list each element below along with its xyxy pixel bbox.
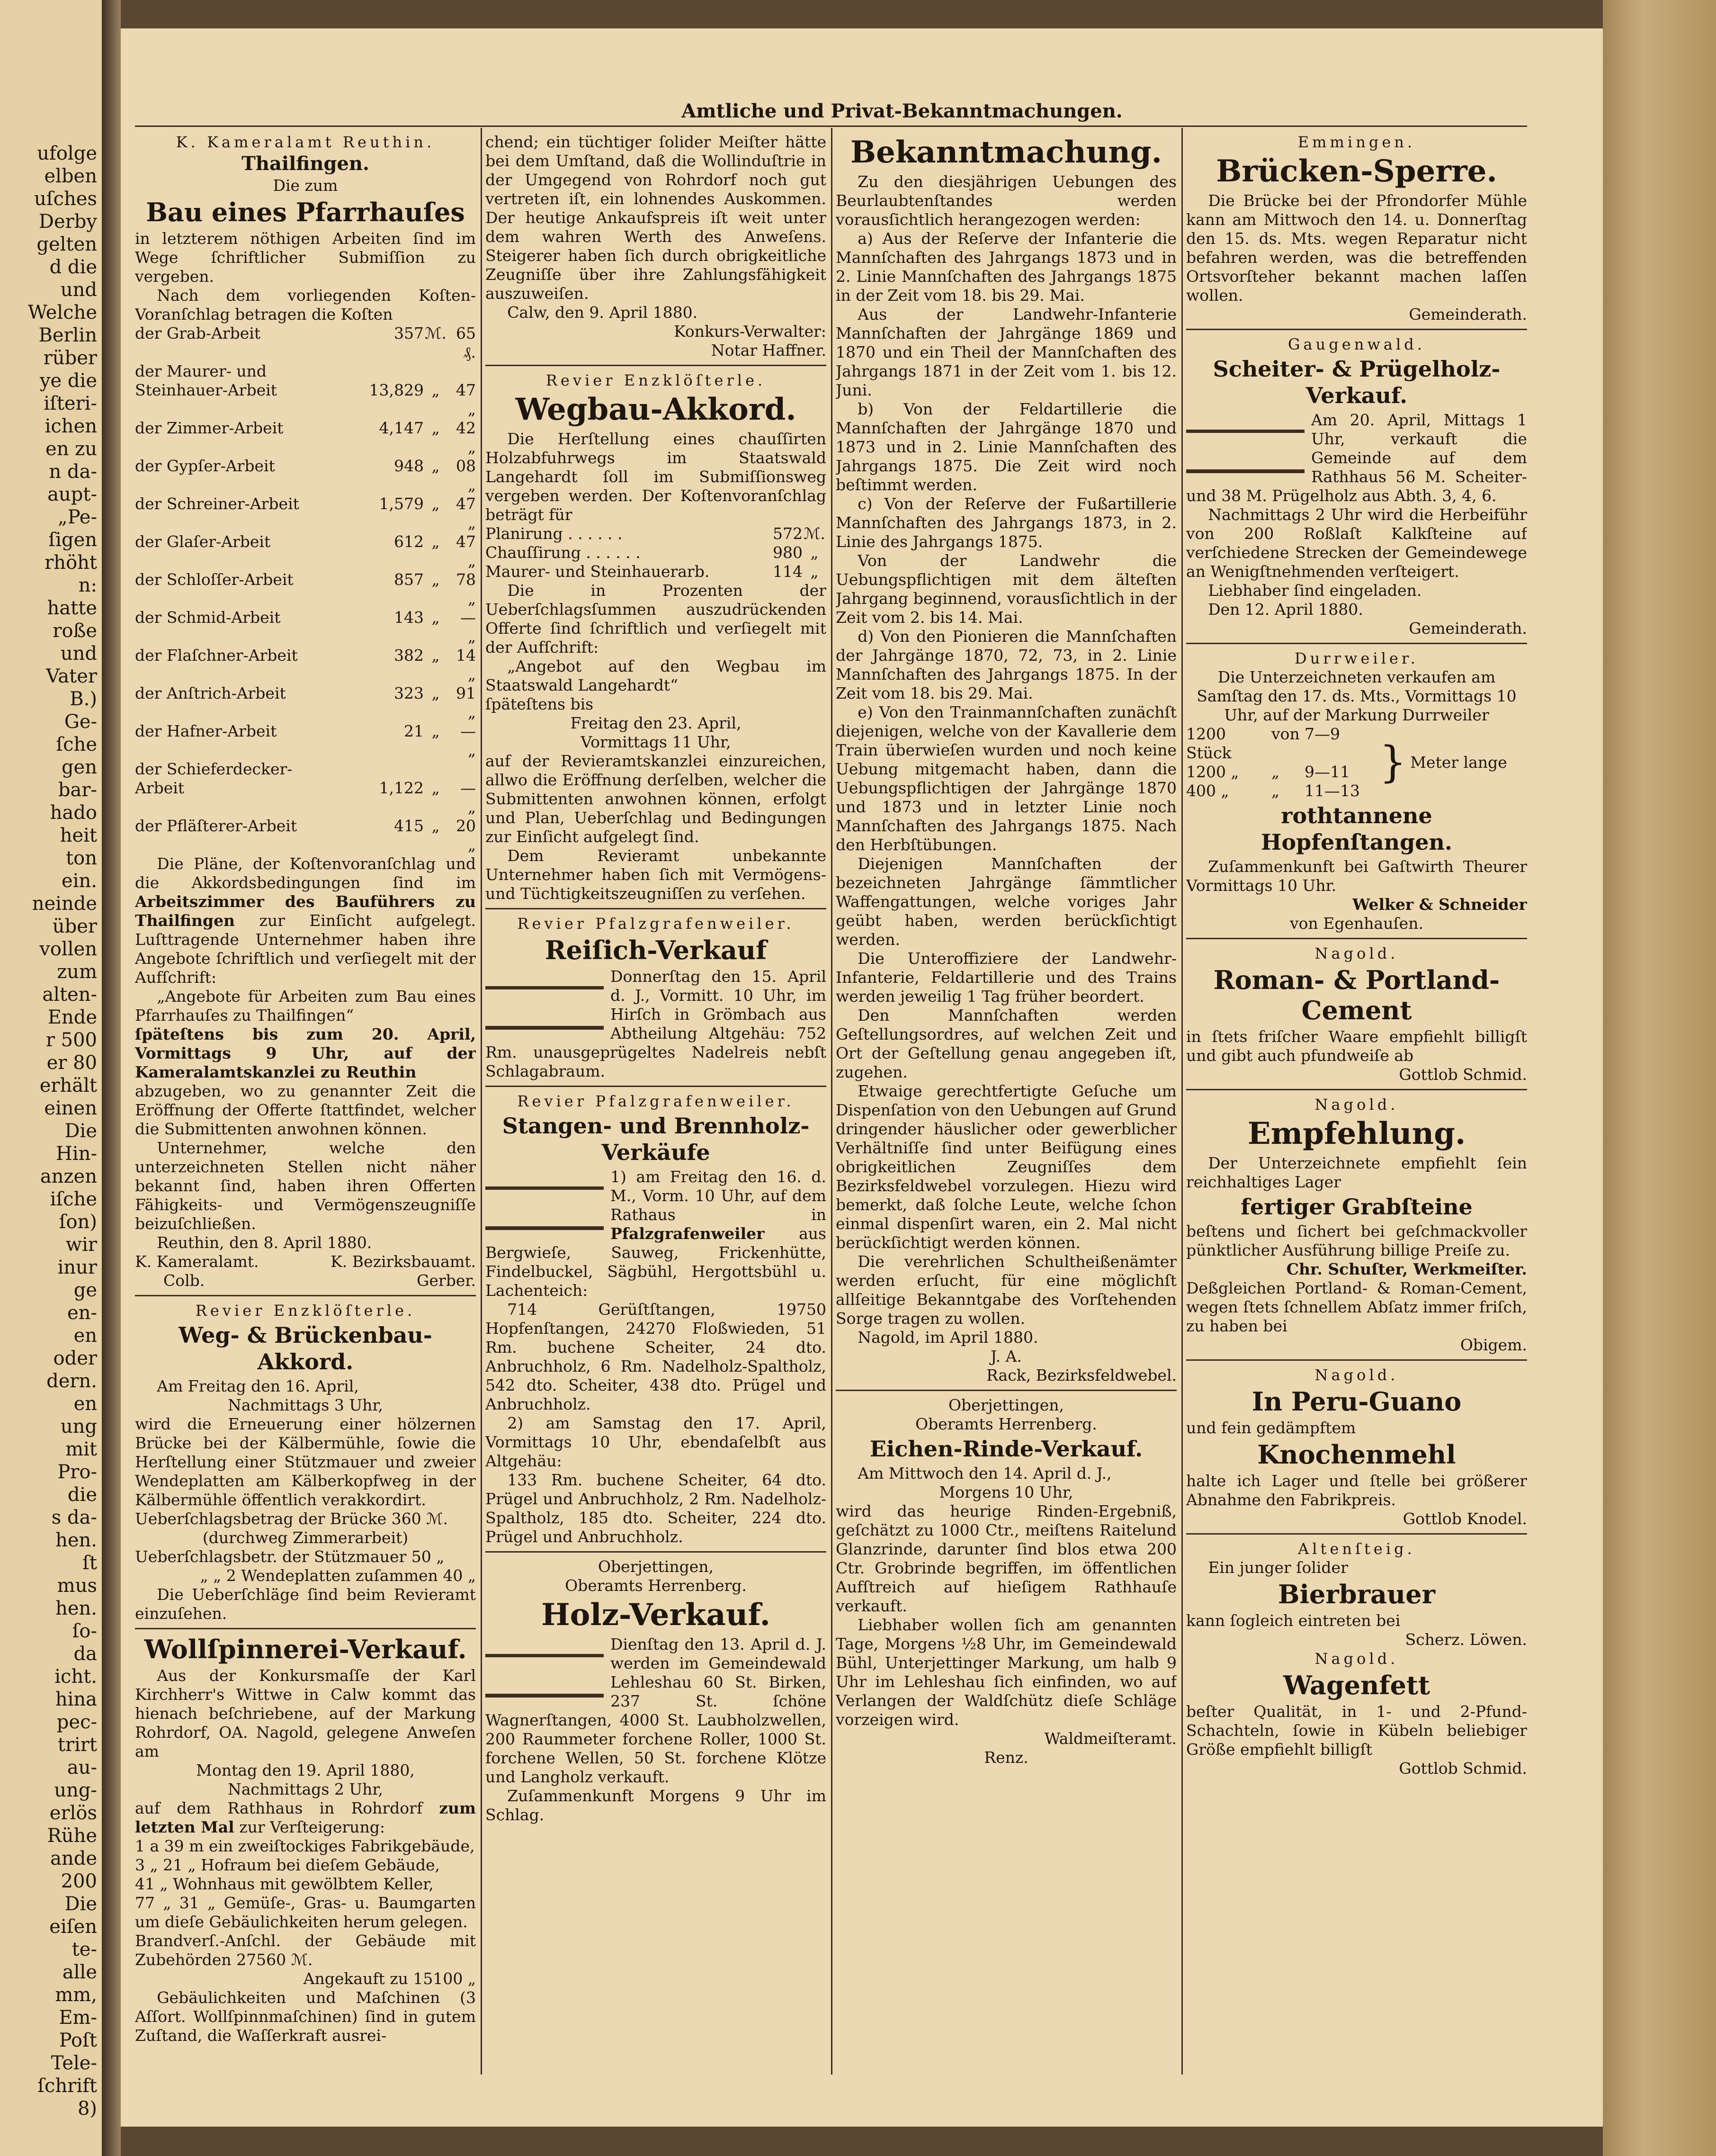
cost-row: der Schloſſer-Arbeit 857 „ 78 „ bbox=[135, 570, 476, 608]
left-page-text-fragment: roße bbox=[53, 620, 97, 642]
deadline: ſpäteſtens bis zum 20. April, Vormittags 9 Uhr, auf der Kameralamtskanzlei zu Reuthin bbox=[135, 1025, 476, 1081]
divider bbox=[485, 365, 826, 366]
left-page-text-fragment: ande bbox=[50, 1848, 97, 1869]
left-page-text-fragment: rhöht bbox=[45, 552, 97, 574]
paragraph: Von der Landwehr die Uebungspflichtigen mit dem älteſten Jahrgang beginnend, vorausſichtlich in der Zeit vom 2. bis 14. Mai. bbox=[836, 551, 1177, 627]
text: Nachmittags 2 Uhr, bbox=[227, 1780, 384, 1798]
cost-row: der Schmid-Arbeit 143 „ — „ bbox=[135, 608, 476, 646]
paragraph: Deßgleichen Portland- & Roman-Cement, wegen ſtets ſchnellem Abſatz immer friſch, zu haben bei bbox=[1186, 1279, 1527, 1335]
left-page-text-fragment: te- bbox=[72, 1939, 97, 1960]
left-page-text-fragment: und bbox=[60, 643, 97, 665]
left-page-text-fragment: inur bbox=[57, 1257, 97, 1278]
ad-title: Wagenfett bbox=[1283, 1670, 1430, 1700]
left-page-text-fragment: hado bbox=[50, 802, 97, 824]
signature: Notar Haffner. bbox=[711, 341, 826, 359]
left-page-text-fragment: „Pe- bbox=[57, 506, 97, 528]
place-name: Thailfingen. bbox=[241, 153, 369, 175]
office-header: K. Kameralamt Reuthin. bbox=[176, 133, 435, 151]
cost-row: Planirung . . . . . . 572 ℳ. bbox=[485, 524, 825, 543]
ad-title: Wollſpinnerei-Verkauf. bbox=[144, 1634, 467, 1664]
cost-table bbox=[485, 524, 826, 581]
left-page-text-fragment: d die bbox=[49, 256, 97, 278]
paragraph: Zuſammenkunft Morgens 9 Uhr im Schlag. bbox=[485, 1787, 826, 1824]
cost-row: der Anſtrich-Arbeit 323 „ 91 „ bbox=[135, 684, 476, 721]
left-page-text-fragment: uſches bbox=[34, 188, 97, 210]
ad-title: Reiſich-Verkauf bbox=[545, 935, 767, 965]
divider bbox=[135, 1295, 476, 1296]
left-page-text-fragment: 200 bbox=[61, 1870, 97, 1892]
cost-table bbox=[135, 324, 476, 854]
place-name: Nagold. bbox=[1314, 1096, 1399, 1114]
paragraph: in letzterem nöthigen Arbeiten ſind im Wege ſchriftlicher Submiſſion zu vergeben. bbox=[135, 229, 476, 286]
column-rule bbox=[1181, 128, 1183, 2075]
cost-row: der Pfläſterer-Arbeit 415 „ 20 „ bbox=[135, 817, 476, 854]
column-3 bbox=[836, 133, 1177, 2070]
paragraph: Dem Revieramt unbekannte Unternehmer haben ſich mit Vermögens- und Tüchtigkeitszeugniſſen zu verſehen. bbox=[485, 846, 826, 903]
place-name: Nagold. bbox=[1314, 1366, 1399, 1384]
ad-subtitle: fertiger Grabſteine bbox=[1241, 1194, 1473, 1220]
cost-row: Steinhauer-Arbeit 13,829 „ 47 „ bbox=[135, 381, 476, 418]
cost-row: der Flaſchner-Arbeit 382 „ 14 „ bbox=[135, 646, 476, 683]
left-page-text-fragment: die bbox=[67, 1484, 97, 1506]
text: kann ſogleich eintreten bei bbox=[1186, 1611, 1401, 1630]
book-top-edge bbox=[0, 0, 1716, 28]
left-page-text-fragment: Rühe bbox=[47, 1825, 97, 1847]
ad-title: Holz-Verkauf. bbox=[541, 1597, 770, 1633]
text: auf dem Rathhaus in Rohrdorf zum letzten Mal zur Verſteigerung: bbox=[135, 1799, 476, 1836]
left-page-text-fragment: hen. bbox=[55, 1598, 97, 1619]
paragraph: 1) am Freitag den 16. d. M., Vorm. 10 Uhr, auf dem Rathaus in Pfalzgrafenweiler aus Bergwieſe, Sauweg, Frickenhütte, Findelbuckel, Sägbühl, Hergottsbühl u. Lachenteich: bbox=[485, 1168, 826, 1300]
paragraph: a) Aus der Reſerve der Infanterie die Mannſchaften des Jahrgangs 1873 und in 2. Linie Mannſchaften des Jahrgangs 1875 in der Zeit vom 18. bis 29. Mai. bbox=[836, 229, 1177, 305]
item-list bbox=[135, 1837, 476, 1931]
left-page-text-fragment: ufolge bbox=[37, 143, 97, 164]
ad-title: Empfehlung. bbox=[1247, 1116, 1466, 1151]
newspaper-page bbox=[121, 28, 1603, 2127]
left-page-text-fragment: eiſen bbox=[49, 1916, 97, 1938]
left-page-text-fragment: Die bbox=[64, 1120, 97, 1142]
signature: Waldmeiſteramt. bbox=[1044, 1729, 1177, 1748]
left-page-text-fragment: gen bbox=[61, 756, 97, 778]
place-name: Oberamts Herrenberg. bbox=[915, 1415, 1097, 1433]
column-rule bbox=[831, 128, 832, 2075]
paragraph: Die Ueberſchläge ſind beim Revieramt einzuſehen. bbox=[135, 1585, 476, 1623]
quote: „Angebot auf den Wegbau im Staatswald Langehardt“ bbox=[485, 657, 826, 694]
left-page-text-fragment: vollen bbox=[39, 938, 97, 960]
left-page-text-fragment: er 80 bbox=[46, 1052, 97, 1074]
column-4 bbox=[1186, 133, 1527, 2070]
left-page-text-fragment: alle bbox=[62, 1961, 97, 1983]
ad-subtitle: Knochenmehl bbox=[1257, 1439, 1456, 1470]
left-page-text-fragment: ſche bbox=[56, 734, 97, 755]
left-page-text-fragment: Poſt bbox=[59, 2030, 97, 2051]
paragraph: beſter Qualität, in 1- und 2-Pfund-Schachteln, ſowie in Kübeln beliebiger Größe empfiehlt billigſt bbox=[1186, 1702, 1527, 1759]
left-page-text-fragment: hen. bbox=[55, 1529, 97, 1551]
text: „ „ 2 Wendeplatten zuſammen 40 „ bbox=[200, 1566, 476, 1585]
list-item: 41 „ Wohnhaus mit gewölbtem Keller, bbox=[135, 1875, 434, 1893]
text: Morgens 10 Uhr, bbox=[939, 1483, 1073, 1501]
cost-row: Chauſſirung . . . . . . 980 „ bbox=[485, 543, 819, 562]
left-page-text-fragment: da bbox=[73, 1643, 97, 1665]
left-page-text-fragment: erlös bbox=[49, 1802, 97, 1824]
left-page-text-fragment: n: bbox=[78, 575, 97, 596]
place-name: Oberjettingen, bbox=[598, 1557, 714, 1576]
left-page-text-fragment: ge bbox=[73, 1279, 97, 1301]
cost-row: der Grab-Arbeit 357 ℳ. 65 ₰. bbox=[135, 324, 476, 361]
left-page-text-fragment: hatte bbox=[47, 597, 97, 619]
quote: „Angebote für Arbeiten zum Bau eines Pfarrhauſes zu Thailfingen“ bbox=[135, 987, 476, 1024]
woodcut-illustration bbox=[485, 969, 604, 1030]
left-page-text-fragment: ung- bbox=[54, 1779, 97, 1801]
paragraph: e) Von den Trainmannſchaften zunächſt diejenigen, welche von der Kavallerie dem Train überwieſen wurden und noch keine Uebung mitgemacht haben, dann die Uebungspflichtigen der Jahrgänge 1870 und 1873 und in letzter Linie noch Mannſchaften des Jahrgangs 1875. Nach den Herbſtübungen. bbox=[836, 703, 1177, 854]
divider bbox=[1186, 1359, 1527, 1361]
left-page-text-fragment: Pro- bbox=[57, 1461, 97, 1483]
divider bbox=[1186, 1533, 1527, 1535]
quantity-table: 1200 Stück von 7—9 1200 „ „ 9—11 400 „ „ 11—13 } Meter lange bbox=[1186, 725, 1507, 800]
left-page-text-fragment: n da- bbox=[49, 461, 97, 483]
column-2 bbox=[485, 133, 826, 2070]
cost-row: der Schreiner-Arbeit 1,579 „ 47 „ bbox=[135, 494, 476, 532]
ad-title: In Peru-Guano bbox=[1251, 1386, 1462, 1417]
left-page-text-fragment: über bbox=[52, 916, 97, 937]
divider bbox=[836, 1390, 1177, 1391]
ad-title: Weg- & Brückenbau-Akkord. bbox=[179, 1322, 432, 1374]
paragraph: Aus der Landwehr-Infanterie Mannſchaften der Jahrgänge 1869 und 1870 und ein Theil der Mannſchaften des Jahrgangs 1871 in der Zeit vom 1. bis 12. Juni. bbox=[836, 305, 1177, 399]
place-name: Nagold. bbox=[1314, 1650, 1399, 1668]
left-page-text-fragment: Em- bbox=[59, 2007, 97, 2029]
left-page-text-fragment: ſo- bbox=[72, 1620, 97, 1642]
left-page-text-fragment: aupt- bbox=[47, 484, 97, 505]
date-line: Reuthin, den 8. April 1880. bbox=[157, 1233, 372, 1252]
paragraph: Zuſammenkunft bei Gaſtwirth Theurer Vormittags 10 Uhr. bbox=[1186, 857, 1527, 895]
place-name: Gaugenwald. bbox=[1287, 335, 1426, 353]
paragraph: b) Von der Feldartillerie die Mannſchaften der Jahrgänge 1870 und 1873 und in 2. Linie Mannſchaften des Jahrgangs 1875. Die Zeit wird noch beſtimmt werden. bbox=[836, 400, 1177, 494]
book-gutter bbox=[102, 0, 121, 2156]
paragraph: wird das heurige Rinden-Ergebniß, geſchätzt zu 1000 Ctr., meiſtens Raitelund Glanzrinde, darunter ſind blos etwa 200 Ctr. Grobrinde begriffen, im öffentlichen Aufſtreich auf hieſigem Rathhauſe verkauft. bbox=[836, 1502, 1177, 1615]
office-header: Revier Pfalzgrafenweiler. bbox=[517, 1092, 795, 1110]
text: (durchweg Zimmerarbeit) bbox=[202, 1528, 409, 1547]
cost-row: der Glaſer-Arbeit 612 „ 47 „ bbox=[135, 532, 476, 570]
text: Angekauft zu 15100 „ bbox=[303, 1969, 476, 1988]
paragraph: 714 Gerüſtſtangen, 19750 Hopfenſtangen, 24270 Floßwieden, 51 Rm. buchene Scheiter, 24 dto. Anbruchholz, 6 Rm. Nadelholz-Spaltholz, 542 dto. Scheiter, 438 dto. Prügel und Anbruchholz. bbox=[485, 1300, 826, 1413]
left-page-text-fragment: en- bbox=[67, 1302, 97, 1324]
left-page-text-fragment: ſon) bbox=[59, 1211, 97, 1233]
left-page-text-fragment: iſche bbox=[50, 1188, 97, 1210]
paragraph-list bbox=[836, 229, 1177, 1328]
left-page-text-fragment: und bbox=[60, 279, 97, 301]
left-page-text-fragment: ſchrift bbox=[37, 2075, 97, 2097]
text: Vormittags 11 Uhr, bbox=[581, 733, 731, 751]
quantity-row: 1200 „ „ 9—11 bbox=[1186, 763, 1350, 781]
list-item: 1 a 39 m ein zweiſtockiges Fabrikgebäude, bbox=[135, 1837, 475, 1855]
quantity-row: 1200 Stück von 7—9 bbox=[1186, 725, 1340, 762]
left-page-text-fragment: neinde bbox=[32, 893, 97, 915]
paragraph: Die verehrlichen Schultheißenämter werden erſucht, für eine möglichſt allſeitige Bekanntgabe des Vorſtehenden Sorge tragen zu wollen. bbox=[836, 1252, 1177, 1328]
text: Freitag den 23. April, bbox=[570, 714, 742, 732]
left-page-text-fragment: ichen bbox=[45, 415, 97, 437]
cost-row: der Zimmer-Arbeit 4,147 „ 42 „ bbox=[135, 419, 476, 456]
signature: von Egenhauſen. bbox=[1290, 914, 1423, 933]
left-page-text-fragment: trirt bbox=[57, 1734, 97, 1756]
paragraph: Die Unterzeichneten verkaufen am Samſtag den 17. ds. Mts., Vormittags 10 Uhr, auf der Markung Durrweiler bbox=[1197, 668, 1517, 724]
paragraph: c) Von der Reſerve der Fußartillerie Mannſchaften des Jahrgangs 1873, in 2. Linie des Jahrgangs 1875. bbox=[836, 494, 1177, 551]
signature: Welker & Schneider bbox=[1352, 895, 1527, 914]
header-rule bbox=[135, 126, 1527, 127]
text: Am Mittwoch den 14. April d. J., bbox=[858, 1464, 1112, 1482]
list-item: 3 „ 21 „ Hofraum bei dieſem Gebäude, bbox=[135, 1856, 440, 1874]
text: Ueberſchlagsbetr. der Stützmauer 50 „ bbox=[135, 1547, 445, 1566]
date-line: Den 12. April 1880. bbox=[1208, 600, 1363, 619]
signature: J. A. bbox=[991, 1347, 1022, 1365]
left-page-text-fragment: zum bbox=[57, 961, 97, 983]
paragraph: in ſtets friſcher Waare empfiehlt billigſt und gibt auch pfundweiſe ab bbox=[1186, 1027, 1527, 1065]
paragraph: Nachmittags 2 Uhr wird die Herbeiführ von 200 Roßlaſt Kalkſteine auf verſchiedene Strecken der Gemeindewege an Wenigſtnehmenden verſteigert. bbox=[1186, 505, 1527, 581]
paragraph: beſtens und ſichert bei geſchmackvoller pünktlicher Ausführung billige Preiſe zu. bbox=[1186, 1222, 1527, 1259]
signature: Gemeinderath. bbox=[1409, 305, 1527, 323]
section-title: Amtliche und Privat-Bekanntmachungen. bbox=[681, 100, 1123, 122]
left-page-text-fragment: wir bbox=[65, 1234, 97, 1256]
cost-row: Arbeit 1,122 „ — „ bbox=[135, 779, 476, 816]
signature: Chr. Schuſter, Werkmeiſter. bbox=[1286, 1260, 1527, 1278]
left-page-text-fragment: Ge- bbox=[64, 711, 97, 733]
divider bbox=[485, 1086, 826, 1087]
left-page-text-fragment: mm, bbox=[55, 1984, 97, 2006]
signature: Gemeinderath. bbox=[1409, 619, 1527, 638]
text: ſpäteſtens bis bbox=[485, 695, 594, 713]
left-page-text-fragment: Vater bbox=[46, 665, 97, 687]
divider bbox=[1186, 1089, 1527, 1090]
paragraph: Aus der Konkursmaſſe der Karl Kirchherr's Wittwe in Calw kommt das hienach beſchriebene, auf der Markung Rohrdorf, OA. Nagold, gelegene Anweſen am bbox=[135, 1666, 476, 1761]
column-1 bbox=[135, 133, 476, 2070]
left-page-text-fragment: anzen bbox=[40, 1166, 97, 1187]
column-rule bbox=[481, 128, 482, 2075]
ad-title: Stangen- und Brennholz-Verkäufe bbox=[502, 1113, 810, 1165]
left-page-text-fragment: oder bbox=[53, 1348, 97, 1369]
place-name: Emmingen. bbox=[1297, 133, 1416, 151]
left-page-text-fragment: rüber bbox=[43, 347, 97, 369]
signature-row: K. Kameralamt. K. Bezirksbauamt. bbox=[135, 1252, 476, 1271]
left-page-text-fragment: au- bbox=[67, 1757, 97, 1779]
place-name: Durrweiler. bbox=[1295, 649, 1419, 667]
text: Brandverſ.-Anſchl. der Gebäude mit Zubehörden 27560 ℳ. bbox=[135, 1931, 476, 1969]
left-page-text-fragment: Ende bbox=[47, 1006, 97, 1028]
left-page-text-fragment: ſt bbox=[82, 1552, 97, 1574]
left-page-text-fragment: ein. bbox=[62, 870, 97, 892]
paragraph: chend; ein tüchtiger ſolider Meiſter hätte bei dem Umſtand, daß die Wollinduſtrie in der Umgegend von Rohrdorf noch gut vertreten iſt, ein lohnendes Auskommen. Der heutige Ankaufspreis iſt weit unter dem wahren Werth des Anweſens. Steigerer haben ſich durch obrigkeitliche Zeugniſſe über ihre Zahlungsfähigkeit auszuweiſen. bbox=[485, 133, 826, 303]
unit-label: Meter lange bbox=[1410, 753, 1507, 772]
paragraph: auf der Revieramtskanzlei einzureichen, allwo die Eröffnung derſelben, welcher die Submittenten anwohnen können, erfolgt und Plan, Ueberſchlag und Bedingungen zur Einſicht aufgelegt ſind. bbox=[485, 752, 826, 846]
paragraph: Donnerſtag den 15. April d. J., Vormitt. 10 Uhr, im Hirſch in Grömbach aus Abtheilung Altgehäu: 752 Rm. unausgeprügeltes Nadelreis nebſt Schlagabraum. bbox=[485, 967, 826, 1080]
signature: Gottlob Knodel. bbox=[1403, 1509, 1527, 1528]
divider bbox=[485, 1551, 826, 1553]
left-page-text-fragment: dern. bbox=[46, 1370, 97, 1392]
paragraph: Der Unterzeichnete empfiehlt ſein reichhaltiges Lager bbox=[1186, 1154, 1527, 1191]
text: Die zum bbox=[273, 176, 338, 195]
cost-row: der Maurer- und bbox=[135, 362, 267, 380]
text: Am Freitag den 16. April, bbox=[157, 1377, 359, 1395]
paragraph: abzugeben, wo zu genannter Zeit die Eröffnung der Offerte ſtattfindet, welcher die Submittenten anwohnen können. bbox=[135, 1082, 476, 1138]
left-page-text-fragment: icht. bbox=[54, 1666, 97, 1688]
signature: Gottlob Schmid. bbox=[1399, 1759, 1527, 1778]
place-name: Oberamts Herrenberg. bbox=[565, 1576, 747, 1595]
cost-row: der Gypſer-Arbeit 948 „ 08 „ bbox=[135, 457, 476, 494]
left-page-text-fragment: ung bbox=[60, 1416, 97, 1437]
left-page-text-fragment: ſigen bbox=[48, 529, 97, 551]
ad-title: rothtannene Hopfenſtangen. bbox=[1261, 803, 1452, 855]
signature: Gottlob Schmid. bbox=[1399, 1065, 1527, 1084]
paragraph: 2) am Samstag den 17. April, Vormittags 10 Uhr, ebendaſelbſt aus Altgehäu: bbox=[485, 1414, 826, 1470]
ad-title: Brücken-Sperre. bbox=[1216, 153, 1497, 189]
ad-title: Bekanntmachung. bbox=[850, 135, 1162, 170]
left-page-text-fragment: Welche bbox=[27, 302, 97, 323]
text: Nachmittags 3 Uhr, bbox=[227, 1396, 384, 1414]
paragraph: Nach dem vorliegenden Koſten-Voranſchlag betragen die Koſten bbox=[135, 286, 476, 323]
paragraph: Die Unteroffiziere der Landwehr-Infanterie, Feldartillerie und des Trains werden jeweilig 1 Tag früher beordert. bbox=[836, 949, 1177, 1006]
book-binding bbox=[1603, 0, 1716, 2156]
paragraph: Die Pläne, der Koſtenvoranſchlag und die Akkordsbedingungen ſind im Arbeitszimmer des Bauführers zu Thailfingen zur Einſicht aufgelegt. Luſttragende Unternehmer haben ihre Angebote ſchriftlich und verſiegelt mit der Aufſchrift: bbox=[135, 854, 476, 987]
paragraph: Die in Prozenten der Ueberſchlagsſummen auszudrückenden Offerte ſind ſchriftlich und verſiegelt mit der Aufſchrift: bbox=[485, 581, 826, 656]
ad-title: Wegbau-Akkord. bbox=[515, 392, 796, 427]
signature: Renz. bbox=[984, 1748, 1028, 1767]
office-header: Revier Enzklöſterle. bbox=[545, 371, 766, 389]
date-line: Nagold, im April 1880. bbox=[858, 1328, 1038, 1347]
ad-title: Scheiter- & Prügelholz-Verkauf. bbox=[1213, 356, 1501, 408]
paragraph: 133 Rm. buchene Scheiter, 64 dto. Prügel und Anbruchholz, 2 Rm. Nadelholz-Spaltholz, 185 dto. Scheiter, 224 dto. Prügel und Anbruchholz. bbox=[485, 1471, 826, 1546]
left-page-text-fragment: en zu bbox=[45, 438, 97, 460]
paragraph: Zu den diesjährigen Uebungen des Beurlaubtenſtandes werden vorausſichtlich herangezogen werden: bbox=[836, 172, 1177, 229]
left-page-text-fragment: heit bbox=[60, 825, 97, 846]
cost-row: Maurer- und Steinhauerarb. 114 „ bbox=[485, 562, 819, 581]
ad-title: Roman- & Portland-Cement bbox=[1213, 965, 1500, 1025]
paragraph: halte ich Lager und ſtelle bei größerer Abnahme den Fabrikpreis. bbox=[1186, 1472, 1527, 1509]
paragraph: Gebäulichkeiten und Maſchinen (3 Aſſort. Wollſpinnmaſchinen) ſind in gutem Zuſtand, die Waſſerkraft ausrei- bbox=[135, 1988, 476, 2045]
woodcut-illustration bbox=[1186, 413, 1305, 473]
left-page-text-fragment: Hin- bbox=[56, 1143, 97, 1165]
left-page-text-fragment: ye die bbox=[39, 370, 97, 392]
left-page-text-fragment: Tele- bbox=[51, 2052, 97, 2074]
signature: Scherz. Löwen. bbox=[1405, 1630, 1527, 1649]
date-line: Calw, den 9. April 1880. bbox=[507, 303, 698, 322]
left-page-text-fragment: mus bbox=[57, 1575, 97, 1597]
left-page-text-fragment: bar- bbox=[58, 779, 97, 801]
divider bbox=[485, 908, 826, 909]
left-page-fragment bbox=[0, 0, 105, 2156]
left-page-text-fragment: ton bbox=[66, 847, 97, 869]
paragraph: Die Herſtellung eines chauſſirten Holzabfuhrwegs im Staatswald Langehardt ſoll im Submiſſionsweg vergeben werden. Der Koſtenvoranſchlag beträgt für bbox=[485, 430, 826, 524]
paragraph: Etwaige gerechtfertigte Geſuche um Dispenſation von den Uebungen auf Grund dringender häuslicher oder gewerblicher Verhältniſſe ſind unter Beifügung eines obrigkeitlichen Zeugniſſes dem Bezirksfeldwebel vorzulegen. Hiezu wird bemerkt, daß ſolche Leute, welche ſchon einmal dispenſirt waren, ein 2. Mal nicht berückſichtigt werden können. bbox=[836, 1082, 1177, 1252]
paragraph: d) Von den Pionieren die Mannſchaften der Jahrgänge 1870, 72, 73, in 2. Linie Mannſchaften des Jahrgangs 1875. In der Zeit vom 18. bis 29. Mai. bbox=[836, 627, 1177, 702]
left-page-text-fragment: Die bbox=[64, 1893, 97, 1915]
signature: Konkurs-Verwalter: bbox=[674, 322, 826, 341]
paragraph: Die Brücke bei der Pfrondorfer Mühle kann am Mittwoch den 14. u. Donnerſtag den 15. ds. Mts. wegen Reparatur nicht befahren werden, was die betreffenden Ortsvorſteher bekannt machen laſſen wollen. bbox=[1186, 191, 1527, 305]
divider bbox=[1186, 643, 1527, 644]
left-page-text-fragment: s da- bbox=[51, 1507, 97, 1528]
quantity-row: 400 „ „ 11—13 bbox=[1186, 782, 1360, 800]
left-page-text-fragment: pec- bbox=[56, 1711, 97, 1733]
cost-row: der Schieferdecker- bbox=[135, 760, 293, 778]
left-page-text-fragment: en bbox=[73, 1325, 97, 1347]
signature: Obigem. bbox=[1460, 1336, 1527, 1354]
divider bbox=[135, 1628, 476, 1629]
paragraph: Liebhaber wollen ſich am genannten Tage, Morgens ½8 Uhr, im Gemeindewald Bühl, Unterjettinger Markung, um halb 9 Uhr im Lehleshau ſich einfinden, wo auf Verlangen der Waldſchütz dieſe Schläge vorzeigen wird. bbox=[836, 1616, 1177, 1729]
left-page-text-fragment: r 500 bbox=[45, 1029, 97, 1051]
divider bbox=[1186, 938, 1527, 939]
left-page-text-fragment: alten- bbox=[42, 984, 97, 1006]
place-name: Nagold. bbox=[1314, 944, 1399, 962]
paragraph: Unternehmer, welche den unterzeichneten Stellen nicht näher bekannt ſind, haben ihren Offerten Fähigkeits- und Vermögenszeugniſſe beizuſchließen. bbox=[135, 1139, 476, 1233]
left-page-text-fragment: Berlin bbox=[38, 324, 97, 346]
ad-title: Eichen-Rinde-Verkauf. bbox=[869, 1436, 1143, 1462]
left-page-text-fragment: einen bbox=[44, 1097, 97, 1119]
paragraph: Am 20. April, Mittags 1 Uhr, verkauft die Gemeinde auf dem Rathhaus 56 M. Scheiter- und 38 M. Prügelholz aus Abth. 3, 4, 6. bbox=[1186, 411, 1527, 505]
paragraph: Dienſtag den 13. April d. J. werden im Gemeindewald Lehleshau 60 St. Birken, 237 St. ſchöne Wagnerſtangen, 4000 St. Laubholzwellen, 200 Raummeter forchene Roller, 1000 St. forchene Wellen, 50 St. forchene Klötze und Langholz verkauft. bbox=[485, 1635, 826, 1786]
paragraph: Den Mannſchaften werden Geſtellungsordres, auf welchen Zeit und Ort der Geſtellung genau angegeben iſt, zugehen. bbox=[836, 1006, 1177, 1081]
left-page-text-fragment: iſteri- bbox=[44, 393, 97, 414]
cost-row: der Hafner-Arbeit 21 „ — „ bbox=[135, 722, 476, 759]
divider bbox=[1186, 329, 1527, 330]
woodcut-illustration bbox=[485, 1169, 604, 1230]
woodcut-illustration bbox=[485, 1637, 604, 1698]
left-page-text-fragment: Derby bbox=[38, 211, 97, 233]
left-page-text-fragment: erhält bbox=[39, 1075, 97, 1096]
left-page-text-fragment: hina bbox=[55, 1689, 97, 1710]
left-page-text-fragment: en bbox=[73, 1393, 97, 1415]
office-header: Revier Pfalzgrafenweiler. bbox=[517, 915, 795, 933]
list-item: 77 „ 31 „ Gemüſe-, Gras- u. Baumgarten um dieſe Gebäulichkeiten herum gelegen. bbox=[135, 1894, 476, 1931]
text: Ein junger ſolider bbox=[1208, 1558, 1348, 1577]
text: Ueberſchlagsbetrag der Brücke 360 ℳ. bbox=[135, 1509, 448, 1528]
office-header: Revier Enzklöſterle. bbox=[195, 1302, 416, 1320]
ad-title: Bierbrauer bbox=[1278, 1579, 1436, 1609]
left-page-text-fragment: 8) bbox=[77, 2098, 97, 2120]
paragraph: Liebhaber ſind eingeladen. bbox=[1208, 581, 1422, 600]
left-page-text-fragment: B.) bbox=[70, 688, 97, 710]
signature-row: Colb. Gerber. bbox=[163, 1271, 476, 1290]
paragraph: wird die Erneuerung einer hölzernen Brücke bei der Kälbermühle, ſowie die Herſtellung einer Stützmauer und zweier Wendeplatten am Kälberkopfweg in der Kälbermühle öffentlich verakkordirt. bbox=[135, 1415, 476, 1509]
left-page-text-fragment: elben bbox=[44, 165, 97, 187]
book-bottom-edge bbox=[0, 2127, 1716, 2156]
ad-title: Bau eines Pfarrhauſes bbox=[146, 197, 465, 227]
left-page-text-fragment: mit bbox=[65, 1438, 97, 1460]
place-name: Oberjettingen, bbox=[948, 1396, 1064, 1414]
paragraph: Diejenigen Mannſchaften der bezeichneten Jahrgänge ſämmtlicher Waffengattungen, welche voriges Jahr geübt haben, werden berückſichtigt werden. bbox=[836, 854, 1177, 949]
text: Montag den 19. April 1880, bbox=[196, 1761, 415, 1779]
place-name: Altenſteig. bbox=[1298, 1540, 1415, 1558]
left-page-text-fragment: gelten bbox=[36, 234, 97, 255]
text: und fein gedämpftem bbox=[1186, 1419, 1356, 1437]
signature: Rack, Bezirksfeldwebel. bbox=[986, 1366, 1177, 1384]
